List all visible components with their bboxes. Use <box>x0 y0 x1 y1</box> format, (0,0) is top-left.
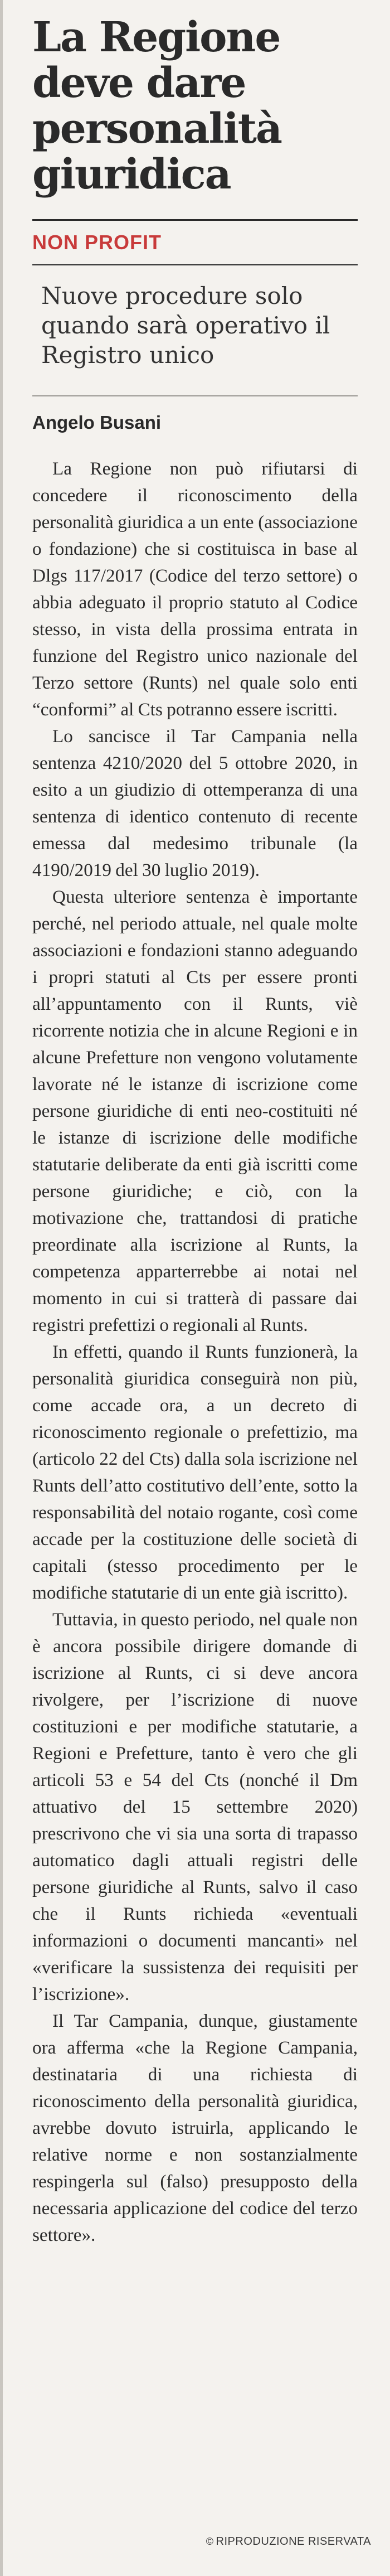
paragraph: Tuttavia, in questo periodo, nel quale non è ancora possibile dirigere domande di iscrizione al Runts, ci si deve ancora rivolgere, per l’iscrizione di nuove costituzioni e per modifiche statutarie, a Regioni e Prefetture, tanto è vero che gli articoli 53 e 54 del Cts (nonché il Dm attuativo del 15 settembre 2020) prescrivono che vi sia una sorta di trapasso automatico dagli attuali registri delle persone giuridiche al Runts, salvo il caso che il Runts richieda «eventuali informazioni o documenti mancanti» nel «verificare la sussistenza dei requisiti per l’iscrizione». <box>32 1609 358 2005</box>
author-separator <box>32 395 358 396</box>
page-edge <box>0 0 3 2576</box>
paragraph: Questa ulteriore sentenza è importante perché, nel periodo attuale, nel quale molte associazioni e fondazioni stanno adeguando i propri statuti al Cts per essere pronti all’appuntamento con il Runts, viè ricorrente notizia che in alcune Regioni e in alcune Prefetture non vengono volutamente lavorate né le istanze di iscrizione come persone giuridiche di enti neo-costituiti né le istanze di iscrizione delle modifiche statutarie deliberate da enti già iscritti come persone giuridiche; e ciò, con la motivazione che, trattandosi di pratiche preordinate alla iscrizione al Runts, la competenza apparterrebbe ai notai nel momento in cui si tratterà di passare dai registri prefettizi o regionali al Runts. <box>32 887 358 1336</box>
paragraph: Lo sancisce il Tar Campania nella sentenza 4210/2020 del 5 ottobre 2020, in esito a un giudizio di ottemperanza di una sentenza di identico contenuto di recente emessa dal medesimo tribunale (la 4190/2019 del 30 luglio 2019). <box>32 726 358 881</box>
paragraph: In effetti, quando il Runts funzionerà, la personalità giuridica conseguirà non più, come accade ora, a un decreto di riconoscimento regionale o prefettizio, ma (articolo 22 del Cts) dalla sola iscrizione nel Runts dell’atto costitutivo dell’ente, sotto la responsabilità del notaio rogante, così come accade per la costituzione delle società di capitali (stesso procedimento per le modifiche statutarie di un ente già iscritto). <box>32 1342 358 1604</box>
headline: La Regione deve dare personalità giuridica <box>32 13 281 199</box>
kicker-rule <box>32 264 358 265</box>
copyright-notice <box>206 2535 371 2548</box>
copyright-text: RIPRODUZIONE RISERVATA <box>216 2535 371 2548</box>
headline-rule <box>32 219 358 221</box>
section-kicker: NON PROFIT <box>32 230 162 254</box>
copyright-icon: © <box>206 2536 214 2547</box>
paragraph: La Regione non può rifiutarsi di concedere il riconoscimento della personalità giuridica a un ente (associazione o fondazione) che si costituisca in base al Dlgs 117/2017 (Codice del terzo settore) o abbia adeguato il proprio statuto al Codice stesso, in vista della prossima entrata in funzione del Registro unico nazionale del Terzo settore (Runts) nel quale solo enti “conformi” al Cts potranno essere iscritti. <box>32 458 358 720</box>
paragraph: Il Tar Campania, dunque, giustamente ora afferma «che la Regione Campania, destinataria di una richiesta di riconoscimento della personalità giuridica, avrebbe dovuto istruirla, applicando le relative norme e non sostanzialmente respingerla sul (falso) presupposto della necessaria applicazione del codice del terzo settore». <box>32 2011 358 2246</box>
byline: Angelo Busani <box>32 412 162 433</box>
article-body <box>32 456 358 2249</box>
subheadline: Nuove procedure solo quando sarà operativo il Registro unico <box>41 282 330 369</box>
